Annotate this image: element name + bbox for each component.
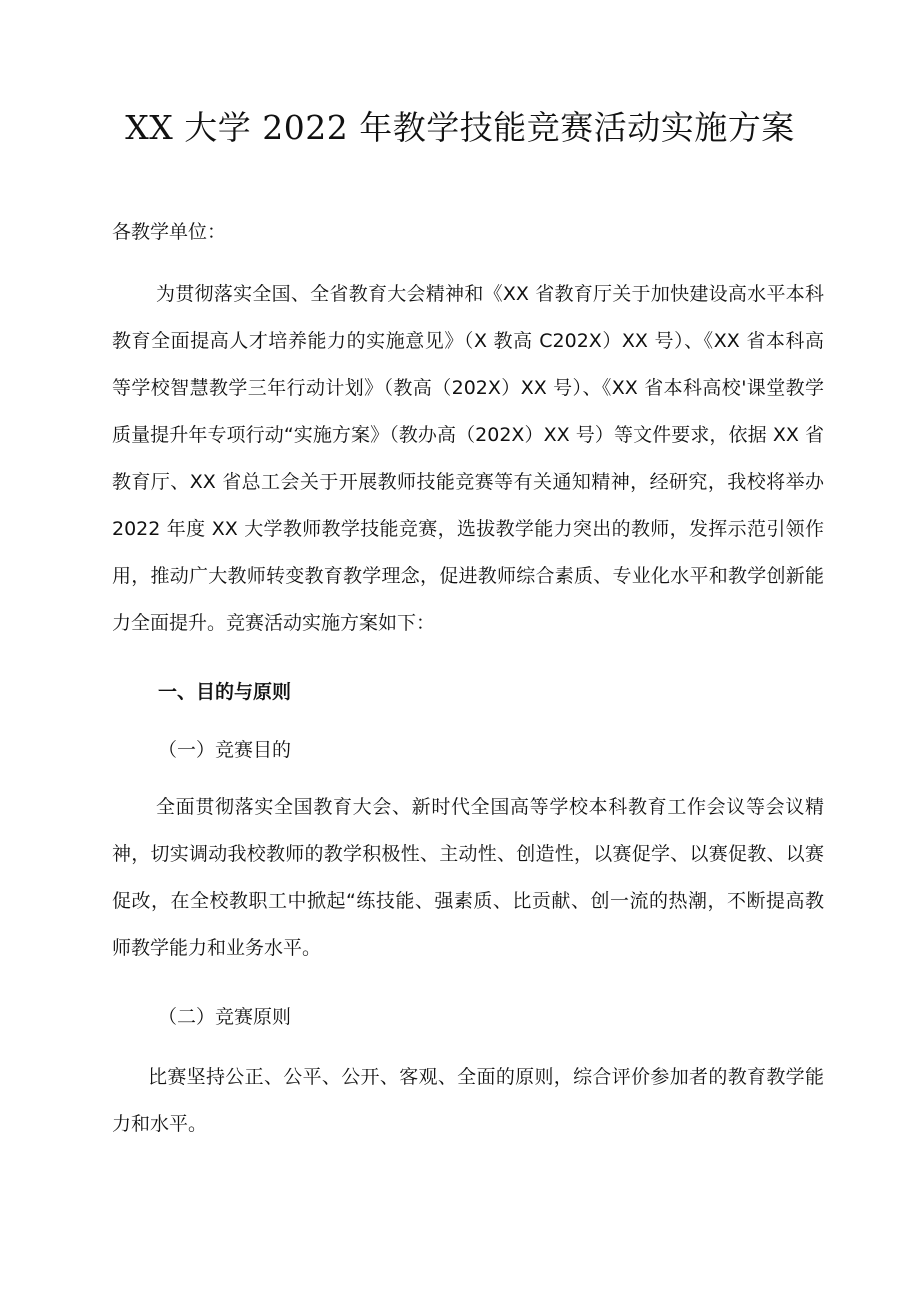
- purpose-paragraph: 全面贯彻落实全国教育大会、新时代全国高等学校本科教育工作会议等会议精神，切实调动我校教师的教学积极性、主动性、创造性，以赛促学、以赛促教、以赛促改，在全校教职工中掀起“练技能、强素质、比贡献、创一流的热潮，不断提高教师教学能力和业务水平。: [112, 796, 824, 959]
- section-heading-purpose-principles: 一、目的与原则: [158, 681, 292, 703]
- subsection-heading-purpose: （一）竞赛目的: [158, 739, 292, 761]
- subsection-heading-principles: （二）竞赛原则: [158, 1006, 292, 1028]
- intro-paragraph: 为贯彻落实全国、全省教育大会精神和《XX 省教育厅关于加快建设高水平本科教育全面提高人才培养能力的实施意见》（X 教高 C202X）XX 号）、《XX 省本科高等学校智慧教学三年行动计划》（教高（202X）XX 号）、《XX 省本科高校'课堂教学质量提升年专项行动“实施方案》（教办高（202X）XX 号）等文件要求，依据 XX 省教育厅、XX 省总工会关于开展教师技能竞赛等有关通知精神，经研究，我校将举办 2022 年度 XX 大学教师教学技能竞赛，选拔教学能力突出的教师，发挥示范引领作用，推动广大教师转变教育教学理念，促进教师综合素质、专业化水平和教学创新能力全面提升。竞赛活动实施方案如下：: [112, 283, 824, 634]
- principles-paragraph: 比赛坚持公正、公平、公开、客观、全面的原则，综合评价参加者的教育教学能力和水平。: [112, 1066, 824, 1135]
- document-title: XX 大学 2022 年教学技能竞赛活动实施方案: [125, 108, 795, 147]
- salutation: 各教学单位：: [112, 221, 227, 243]
